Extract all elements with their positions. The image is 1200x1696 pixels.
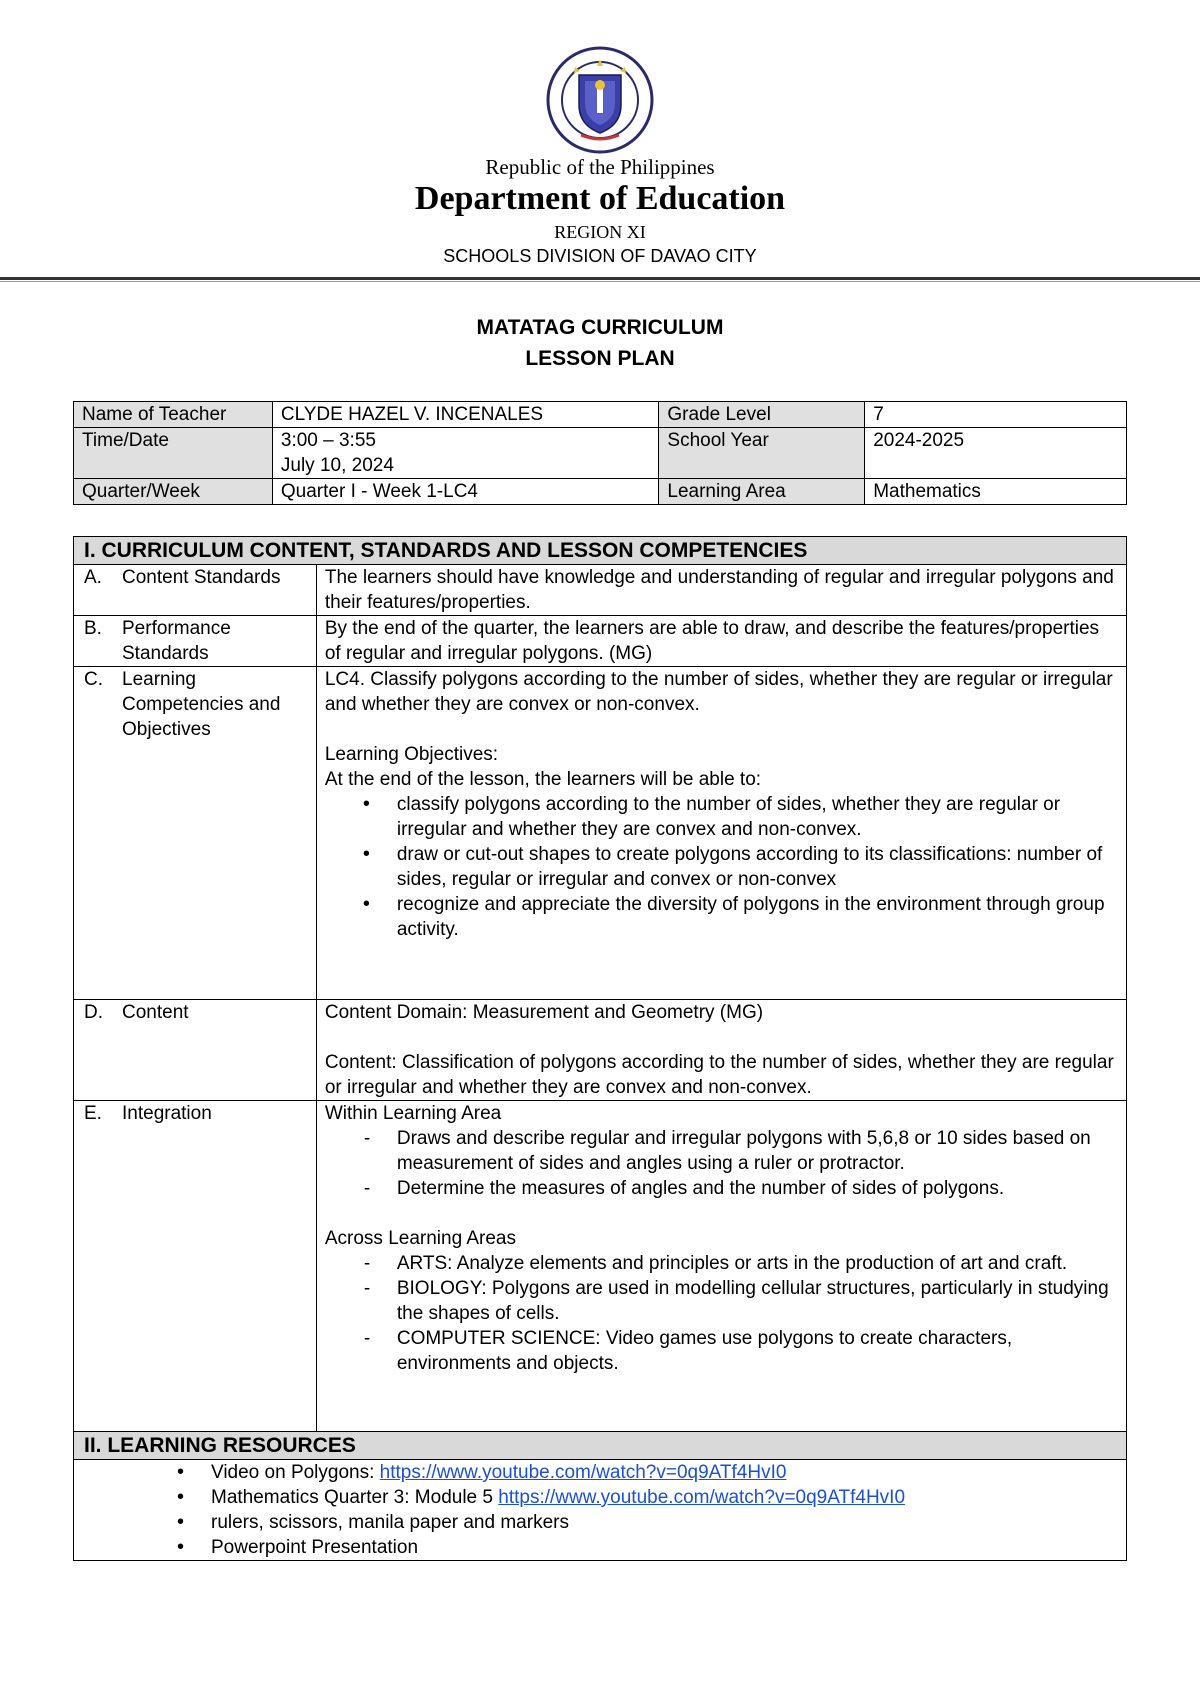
list-item [211,1485,1118,1510]
row-d-label [74,1000,317,1101]
time-label: Time/Date [74,428,273,479]
row-c-label [74,667,317,1000]
row-c-letter: C. [84,669,103,690]
time-value: 3:00 – 3:55 [280,430,376,451]
grade-value: 7 [865,402,1127,428]
list-item: - ARTS: Analyze elements and principles or arts in the production of art and craft. [397,1251,1118,1276]
list-item: • rulers, scissors, manila paper and markers [211,1510,1118,1535]
list-item: • recognize and appreciate the diversity of polygons in the environment through group activity. [397,892,1118,942]
row-a-letter: A. [84,567,102,588]
section1-heading: I. CURRICULUM CONTENT, STANDARDS AND LESSON COMPETENCIES [74,537,1127,565]
integration-cell [316,1101,1126,1432]
objectives-heading: Learning Objectives: [324,744,499,765]
row-e-letter: E. [84,1103,102,1124]
grade-label: Grade Level [659,402,865,428]
republic-line: Republic of the Philippines [485,155,715,179]
year-value: 2024-2025 [865,428,1127,479]
objectives-intro: At the end of the lesson, the learners will be able to: [324,769,762,790]
across-list [325,1251,1118,1376]
list-item: - Draws and describe regular and irregular polygons with 5,6,8 or 10 sides based on measurement of sides and angles using a ruler or protractor. [397,1126,1118,1176]
list-item: - Determine the measures of angles and the number of sides of polygons. [397,1176,1118,1201]
within-list [325,1126,1118,1201]
year-label: School Year [659,428,865,479]
competencies-cell [316,667,1126,1000]
objectives-list [325,792,1118,942]
row-a-label [74,565,317,616]
content-text: Content: Classification of polygons according to the number of sides, whether they are regular or irregular and whether they are convex and non-convex. [324,1052,1114,1098]
area-label: Learning Area [659,479,865,505]
deped-seal-icon [545,45,655,155]
content-standards-text: The learners should have knowledge and understanding of regular and irregular polygons and their features/properties. [316,565,1126,616]
resources-list [82,1460,1118,1560]
division-line: SCHOOLS DIVISION OF DAVAO CITY [443,246,757,266]
row-d-label-text: Content [122,1002,189,1023]
across-heading: Across Learning Areas [324,1228,517,1249]
row-b-label [74,616,317,667]
list-item [211,1460,1118,1485]
list-item: - BIOLOGY: Polygons are used in modelling cellular structures, particularly in studying the shapes of cells. [397,1276,1118,1326]
list-item: • classify polygons according to the number of sides, whether they are regular or irregular and whether they are convex and non-convex. [397,792,1118,842]
department-name: Department of Education [414,180,786,217]
row-e-label [74,1101,317,1432]
within-heading: Within Learning Area [324,1103,502,1124]
resource-2-link[interactable]: https://www.youtube.com/watch?v=0q9ATf4HvI0 [498,1487,906,1508]
resources-cell [74,1460,1127,1561]
time-date-cell [272,428,659,479]
content-domain-text: Content Domain: Measurement and Geometry (MG) [324,1002,764,1023]
section2-heading: II. LEARNING RESOURCES [74,1432,1127,1460]
info-table [73,401,1127,505]
list-item: • Powerpoint Presentation [211,1535,1118,1560]
row-b-letter: B. [84,618,102,639]
resource-2-text: Mathematics Quarter 3: Module 5 [211,1487,499,1508]
content-cell [316,1000,1126,1101]
row-e-label-text: Integration [122,1103,212,1124]
curriculum-title: MATATAG CURRICULUM [476,316,724,339]
list-item: - COMPUTER SCIENCE: Video games use polygons to create characters, environments and objects. [397,1326,1118,1376]
lesson-table [73,536,1127,1561]
quarter-value: Quarter I - Week 1-LC4 [272,479,659,505]
lesson-plan-title: LESSON PLAN [525,347,675,370]
resource-1-link[interactable]: https://www.youtube.com/watch?v=0q9ATf4HvI0 [379,1462,787,1483]
row-b-label-text: Performance Standards [122,618,231,664]
resource-1-text: Video on Polygons: [211,1462,380,1483]
date-value: July 10, 2024 [280,455,394,476]
row-a-label-text: Content Standards [122,567,281,588]
header-divider-shadow [0,281,1200,282]
row-d-letter: D. [84,1002,103,1023]
teacher-label: Name of Teacher [74,402,273,428]
region-line: REGION XI [554,222,646,242]
area-value: Mathematics [865,479,1127,505]
row-c-label-text: Learning Competencies and Objectives [122,669,281,740]
teacher-value: CLYDE HAZEL V. INCENALES [272,402,659,428]
quarter-label: Quarter/Week [74,479,273,505]
competency-text: LC4. Classify polygons according to the number of sides, whether they are regular or irregular and whether they are convex or non-convex. [324,669,1113,715]
performance-standards-text: By the end of the quarter, the learners are able to draw, and describe the features/properties of regular and irregular polygons. (MG) [316,616,1126,667]
list-item: • draw or cut-out shapes to create polygons according to its classifications: number of sides, regular or irregular and convex or non-convex [397,842,1118,892]
header-divider [0,277,1200,280]
